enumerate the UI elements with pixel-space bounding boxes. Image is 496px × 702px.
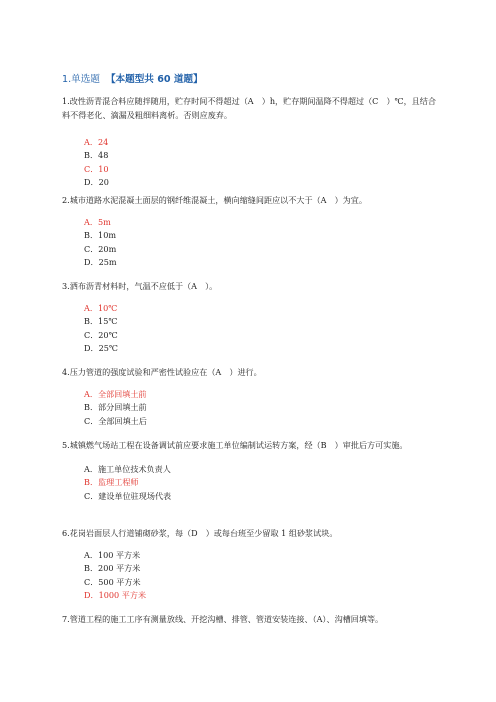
- option-list: [84, 463, 436, 503]
- option-c[interactable]: C．10: [84, 163, 109, 174]
- option-list: [84, 136, 436, 190]
- option-list: [84, 549, 436, 603]
- question-4: [62, 365, 436, 428]
- section-note: 【本题型共 60 道题】: [105, 74, 203, 85]
- option-a[interactable]: A．5m: [84, 217, 111, 227]
- option-a[interactable]: A．全部回填土前: [84, 389, 147, 399]
- option-c[interactable]: C．建设单位驻现场代表: [84, 490, 172, 501]
- option-b[interactable]: B．200 平方米: [84, 563, 141, 574]
- option-list: [84, 302, 436, 356]
- option-d[interactable]: D．20: [84, 177, 109, 188]
- question-1: [62, 94, 436, 190]
- question-text: 3.洒布沥青材料时，气温不应低于（A ）。: [62, 281, 218, 291]
- question-3: [62, 279, 436, 356]
- question-7: [62, 612, 436, 626]
- question-text: 7.管道工程的施工工序有测量放线、开挖沟槽、排管、管道安装连接、（A）、沟槽回填等。: [62, 614, 384, 624]
- option-b[interactable]: B．部分回填土前: [84, 402, 147, 413]
- option-b[interactable]: B．15℃: [84, 316, 118, 327]
- option-c[interactable]: C．全部回填土后: [84, 415, 147, 426]
- option-a[interactable]: A．100 平方米: [84, 550, 141, 560]
- option-c[interactable]: C．20m: [84, 243, 117, 254]
- option-c[interactable]: C．500 平方米: [84, 576, 141, 587]
- option-c[interactable]: C．20℃: [84, 329, 118, 340]
- question-text: 1.改性沥青混合料应随拌随用，贮存时间不得超过（A ）h，贮存期间温降不得超过（C ）℃，且结合料不得老化、滴漏及粗细料离析。否则应废弃。: [62, 96, 436, 120]
- option-b[interactable]: B．48: [84, 150, 109, 161]
- question-2: [62, 193, 436, 270]
- question-text: 2.城市道路水泥混凝土面层的钢纤维混凝土，横向缩缝间距应以不大于（A ）为宜。: [62, 195, 367, 205]
- section-label: 1.单选题: [62, 74, 100, 85]
- option-list: [84, 388, 436, 428]
- question-5: [62, 438, 436, 503]
- section-title: [62, 71, 203, 85]
- option-b[interactable]: B．10m: [84, 230, 117, 241]
- option-a[interactable]: A．24: [84, 137, 109, 147]
- option-a[interactable]: A．10℃: [84, 303, 118, 313]
- option-list: [84, 216, 436, 270]
- question-text: 5.城镇燃气场站工程在设备调试前应要求施工单位编制试运转方案，经（B ）审批后方可实施。: [62, 440, 408, 450]
- question-text: 6.花岗岩面层人行道铺砌砂浆，每（D ）或每台班至少留取 1 组砂浆试块。: [62, 528, 338, 538]
- question-6: [62, 526, 436, 603]
- option-d[interactable]: D．25℃: [84, 343, 118, 354]
- option-a[interactable]: A．施工单位技术负责人: [84, 464, 171, 474]
- option-d[interactable]: D．1000 平方米: [84, 590, 147, 601]
- option-b[interactable]: B．监理工程师: [84, 477, 139, 488]
- question-text: 4.压力管道的强度试验和严密性试验应在（A ）进行。: [62, 367, 262, 377]
- option-d[interactable]: D．25m: [84, 257, 117, 268]
